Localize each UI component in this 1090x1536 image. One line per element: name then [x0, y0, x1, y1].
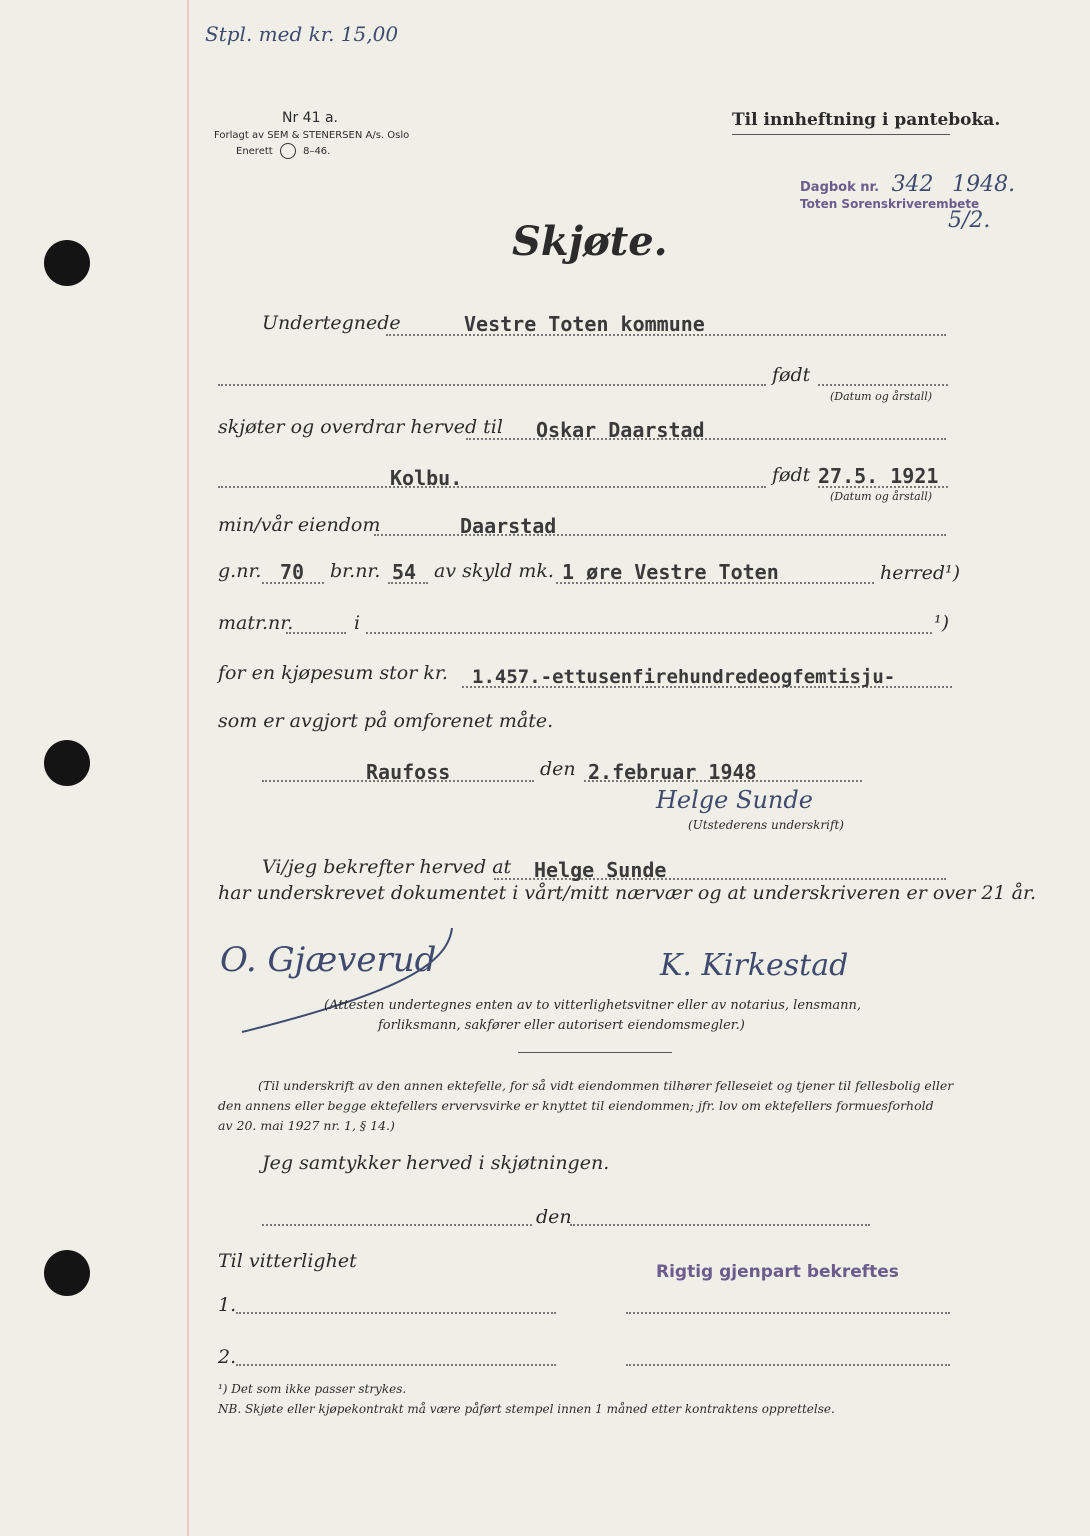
header-right: Til innheftning i panteboka.: [732, 110, 1001, 130]
signature-issuer: Helge Sunde: [656, 786, 813, 814]
skyld-label: av skyld mk.: [434, 560, 554, 582]
gnr-value: 70: [280, 560, 305, 584]
fodt1-value-line: [818, 384, 948, 386]
fodt1-line: [218, 384, 766, 386]
publisher-logo-icon: [280, 143, 296, 159]
fodt2-hint: (Datum og årstall): [830, 490, 933, 503]
dagbok-year: 1948.: [952, 172, 1016, 197]
skjoter-label: skjøter og overdrar herved til: [218, 416, 503, 438]
eiendom-value: Daarstad: [460, 514, 557, 538]
dagbok-date: 5/2.: [948, 208, 991, 233]
spouse-line-1: (Til underskrift av den annen ektefelle, for så vidt eiendommen tilhører felleseiet og tjener til fellesbolig eller: [258, 1078, 954, 1093]
kjopesum-value: 1.457.-ettusenfirehundredeogfemtisju-: [472, 666, 896, 688]
avgjort-text: som er avgjort på omforenet måte.: [218, 710, 554, 732]
margin-line: [187, 0, 189, 1536]
skyld-value: 1 øre Vestre Toten: [562, 560, 779, 584]
fodt2-label: født: [772, 464, 811, 486]
punch-hole: [44, 240, 90, 286]
dagbok-office: Toten Sorenskriverembete: [800, 197, 980, 211]
footnote-1: ¹) Det som ikke passer strykes.: [218, 1382, 407, 1396]
attest-rule: [518, 1052, 672, 1053]
dagbok-prefix: Dagbok nr.: [800, 180, 880, 195]
matr-line: [286, 632, 346, 634]
header-underline: [732, 134, 950, 135]
eiendom-label: min/vår eiendom: [218, 514, 381, 536]
witness-1-label: 1.: [218, 1294, 237, 1316]
publisher-line: Forlagt av SEM & STENERSEN A/s. Oslo: [214, 130, 410, 141]
vitterlighet-label: Til vitterlighet: [218, 1250, 357, 1272]
bekrefter-value: Helge Sunde: [534, 858, 667, 882]
underskrevet-text: har underskrevet dokumentet i vårt/mitt nærvær og at underskriveren er over 21 år.: [218, 882, 1036, 904]
dagbok-number: 342: [891, 172, 934, 197]
matr-i-label: i: [354, 612, 361, 634]
den2-label: den: [536, 1206, 572, 1228]
witness-signature-left: O. Gjæverud: [220, 940, 437, 980]
spouse-line-3: av 20. mai 1927 nr. 1, § 14.): [218, 1118, 395, 1133]
undertegnede-label: Undertegnede: [262, 312, 401, 334]
page-title: Skjøte.: [512, 218, 668, 265]
dated-den: den: [540, 758, 576, 780]
witness-2-line: [236, 1364, 556, 1366]
den2-line: [262, 1224, 532, 1226]
matr-end: ¹): [934, 612, 950, 634]
punch-hole: [44, 740, 90, 786]
place-value: Kolbu.: [390, 466, 463, 490]
skjoter-value: Oskar Daarstad: [536, 418, 705, 442]
attest-line-1: (Attesten undertegnes enten av to vitterlighetsvitner eller av notarius, lensmann,: [324, 998, 862, 1013]
witness-2-right-line: [626, 1364, 950, 1366]
publisher-line-2: [236, 143, 330, 159]
footnote-2: NB. Skjøte eller kjøpekontrakt må være påført stempel innen 1 måned etter kontraktens opprettelse.: [218, 1402, 835, 1416]
fodt2-value: 27.5. 1921: [818, 464, 939, 488]
publisher-date: 8–46.: [303, 146, 331, 157]
publisher-enerett: Enerett: [236, 146, 273, 157]
fodt1-hint: (Datum og årstall): [830, 390, 933, 403]
dated-place: Raufoss: [366, 760, 451, 784]
stamp-duty-note: Stpl. med kr. 15,00: [205, 22, 399, 46]
place-line: [218, 486, 766, 488]
matr-i-line: [366, 632, 932, 634]
dated-date: 2.februar 1948: [588, 760, 757, 784]
fodt1-label: født: [772, 364, 811, 386]
matr-label: matr.nr.: [218, 612, 294, 634]
punch-hole: [44, 1250, 90, 1296]
witness-1-right-line: [626, 1312, 950, 1314]
witness-1-line: [236, 1312, 556, 1314]
dagbok-stamp: [800, 172, 1015, 197]
brnr-label: br.nr.: [330, 560, 381, 582]
undertegnede-value: Vestre Toten kommune: [464, 312, 705, 336]
attest-line-2: forliksmann, sakfører eller autorisert eiendomsmegler.): [378, 1018, 745, 1033]
den2-date-line: [570, 1224, 870, 1226]
brnr-value: 54: [392, 560, 417, 584]
signature-caption: (Utstederens underskrift): [688, 818, 844, 832]
copy-stamp: Rigtig gjenpart bekreftes: [656, 1262, 899, 1282]
spouse-line-2: den annens eller begge ektefellers ervervsvirke er knyttet til eiendommen; jfr. lov om ektefellers formuesforhold: [218, 1098, 934, 1113]
samtykker-text: Jeg samtykker herved i skjøtningen.: [262, 1152, 610, 1174]
witness-signature-right: K. Kirkestad: [660, 948, 849, 983]
gnr-label: g.nr.: [218, 560, 262, 582]
herred-label: herred¹): [880, 562, 961, 584]
form-number: Nr 41 a.: [282, 110, 338, 126]
witness-2-label: 2.: [218, 1346, 237, 1368]
kjopesum-label: for en kjøpesum stor kr.: [218, 662, 448, 684]
bekrefter-label: Vi/jeg bekrefter herved at: [262, 856, 512, 878]
